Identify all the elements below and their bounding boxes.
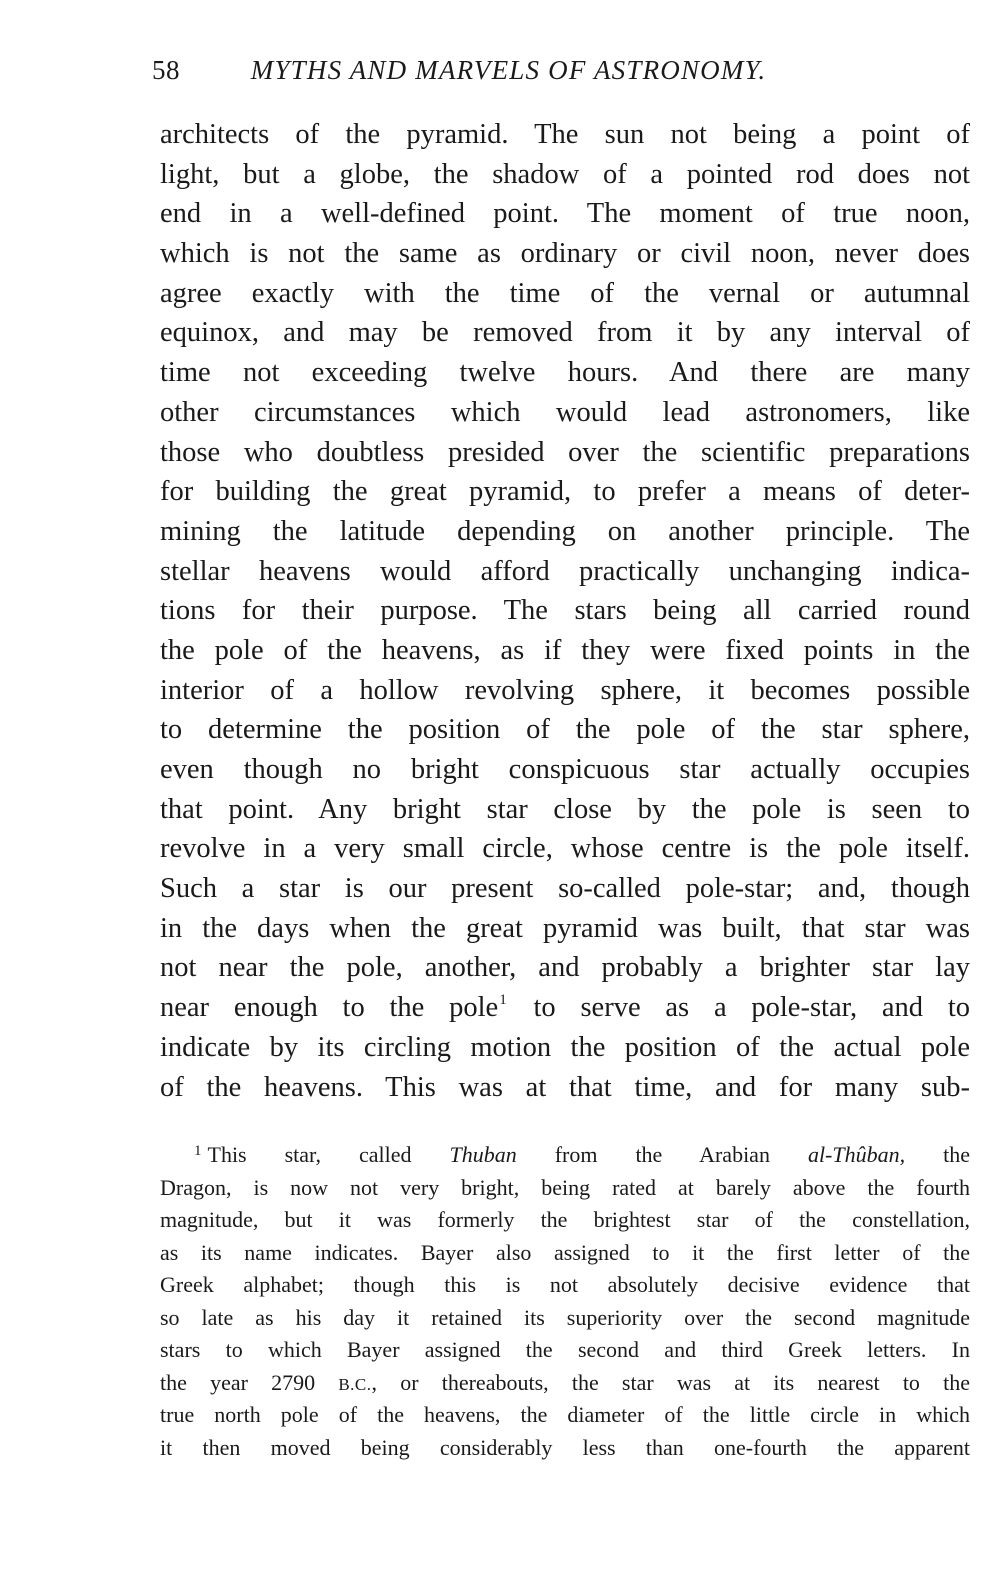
- footnote-line: stars to which Bayer assigned the second and third Greek letters. In: [160, 1337, 970, 1362]
- footnote-segment: the year 2790: [160, 1369, 339, 1395]
- footnote-segment: the: [905, 1142, 970, 1167]
- running-title: MYTHS AND MARVELS OF ASTRONOMY.: [250, 55, 767, 85]
- footnote-marker: 1: [194, 1143, 202, 1159]
- body-line: indicate by its circling motion the position of the actual pole: [160, 1031, 970, 1063]
- body-line: those who doubtless presided over the scientific preparations: [160, 436, 970, 468]
- body-line-with-footnote-ref: [160, 988, 970, 1028]
- body-line: Such a star is our present so-called pole-star; and, though: [160, 873, 970, 905]
- footnote-line: as its name indicates. Bayer also assigned to it the first letter of the: [160, 1239, 970, 1265]
- footnote-italic-name: Thuban: [449, 1142, 517, 1167]
- body-line-segment: near enough to the pole: [160, 992, 499, 1024]
- footnote-line: magnitude, but it was formerly the brightest star of the constellation,: [160, 1207, 970, 1232]
- footnote-line: true north pole of the heavens, the diameter of the little circle in which: [160, 1402, 970, 1427]
- footnote: [160, 1139, 970, 1464]
- footnote-line: Dragon, is now not very bright, being rated at barely above the fourth: [160, 1174, 970, 1200]
- footnote-line: so late as his day it retained its superiority over the second magnitude: [160, 1304, 970, 1330]
- body-line: time not exceeding twelve hours. And there are many: [160, 357, 970, 389]
- body-line-segment: to serve as a pole-star, and to: [508, 992, 971, 1024]
- body-line: revolve in a very small circle, whose centre is the pole itself.: [160, 833, 970, 865]
- body-line: for building the great pyramid, to prefer a means of deter-: [160, 476, 970, 508]
- footnote-line: Greek alphabet; though this is not absolutely decisive evidence that: [160, 1272, 970, 1297]
- body-line: which is not the same as ordinary or civil noon, never does: [160, 238, 970, 270]
- body-text: [160, 115, 970, 1107]
- body-line: even though no bright conspicuous star actually occupies: [160, 754, 970, 785]
- body-line: end in a well-defined point. The moment of true noon,: [160, 198, 970, 230]
- body-line: in the days when the great pyramid was built, that star was: [160, 912, 970, 944]
- footnote-line: [160, 1139, 970, 1172]
- footnote-line: it then moved being considerably less than one-fourth the apparent: [160, 1434, 970, 1460]
- body-line: stellar heavens would afford practically unchanging indica-: [160, 555, 970, 587]
- body-line: other circumstances which would lead astronomers, like: [160, 396, 970, 428]
- body-line: to determine the position of the pole of the star sphere,: [160, 714, 970, 746]
- body-line: agree exactly with the time of the vernal or autumnal: [160, 277, 970, 309]
- body-line: equinox, and may be removed from it by any interval of: [160, 317, 970, 349]
- body-line: not near the pole, another, and probably a brighter star lay: [160, 952, 970, 984]
- footnote-segment: from the Arabian: [516, 1142, 808, 1167]
- page-number: 58: [152, 55, 180, 85]
- body-line: mining the latitude depending on another principle. The: [160, 515, 970, 547]
- body-line: light, but a globe, the shadow of a pointed rod does not: [160, 158, 970, 190]
- footnote-line: [160, 1367, 970, 1400]
- footnote-reference[interactable]: 1: [499, 992, 507, 1009]
- body-line: of the heavens. This was at that time, and for many sub-: [160, 1071, 970, 1103]
- footnote-segment: , or thereabouts, the star was at its nearest to the: [371, 1369, 970, 1395]
- body-line: the pole of the heavens, as if they were fixed points in the: [160, 634, 970, 666]
- running-head: [152, 50, 972, 90]
- body-line: interior of a hollow revolving sphere, it becomes possible: [160, 674, 970, 706]
- era-abbreviation: B.C.: [338, 1374, 372, 1394]
- footnote-italic-name: al-Thûban,: [807, 1142, 906, 1167]
- body-line: tions for their purpose. The stars being all carried round: [160, 595, 970, 627]
- body-line: architects of the pyramid. The sun not being a point of: [160, 119, 970, 150]
- body-line: that point. Any bright star close by the pole is seen to: [160, 793, 970, 825]
- footnote-segment: This star, called: [207, 1142, 450, 1167]
